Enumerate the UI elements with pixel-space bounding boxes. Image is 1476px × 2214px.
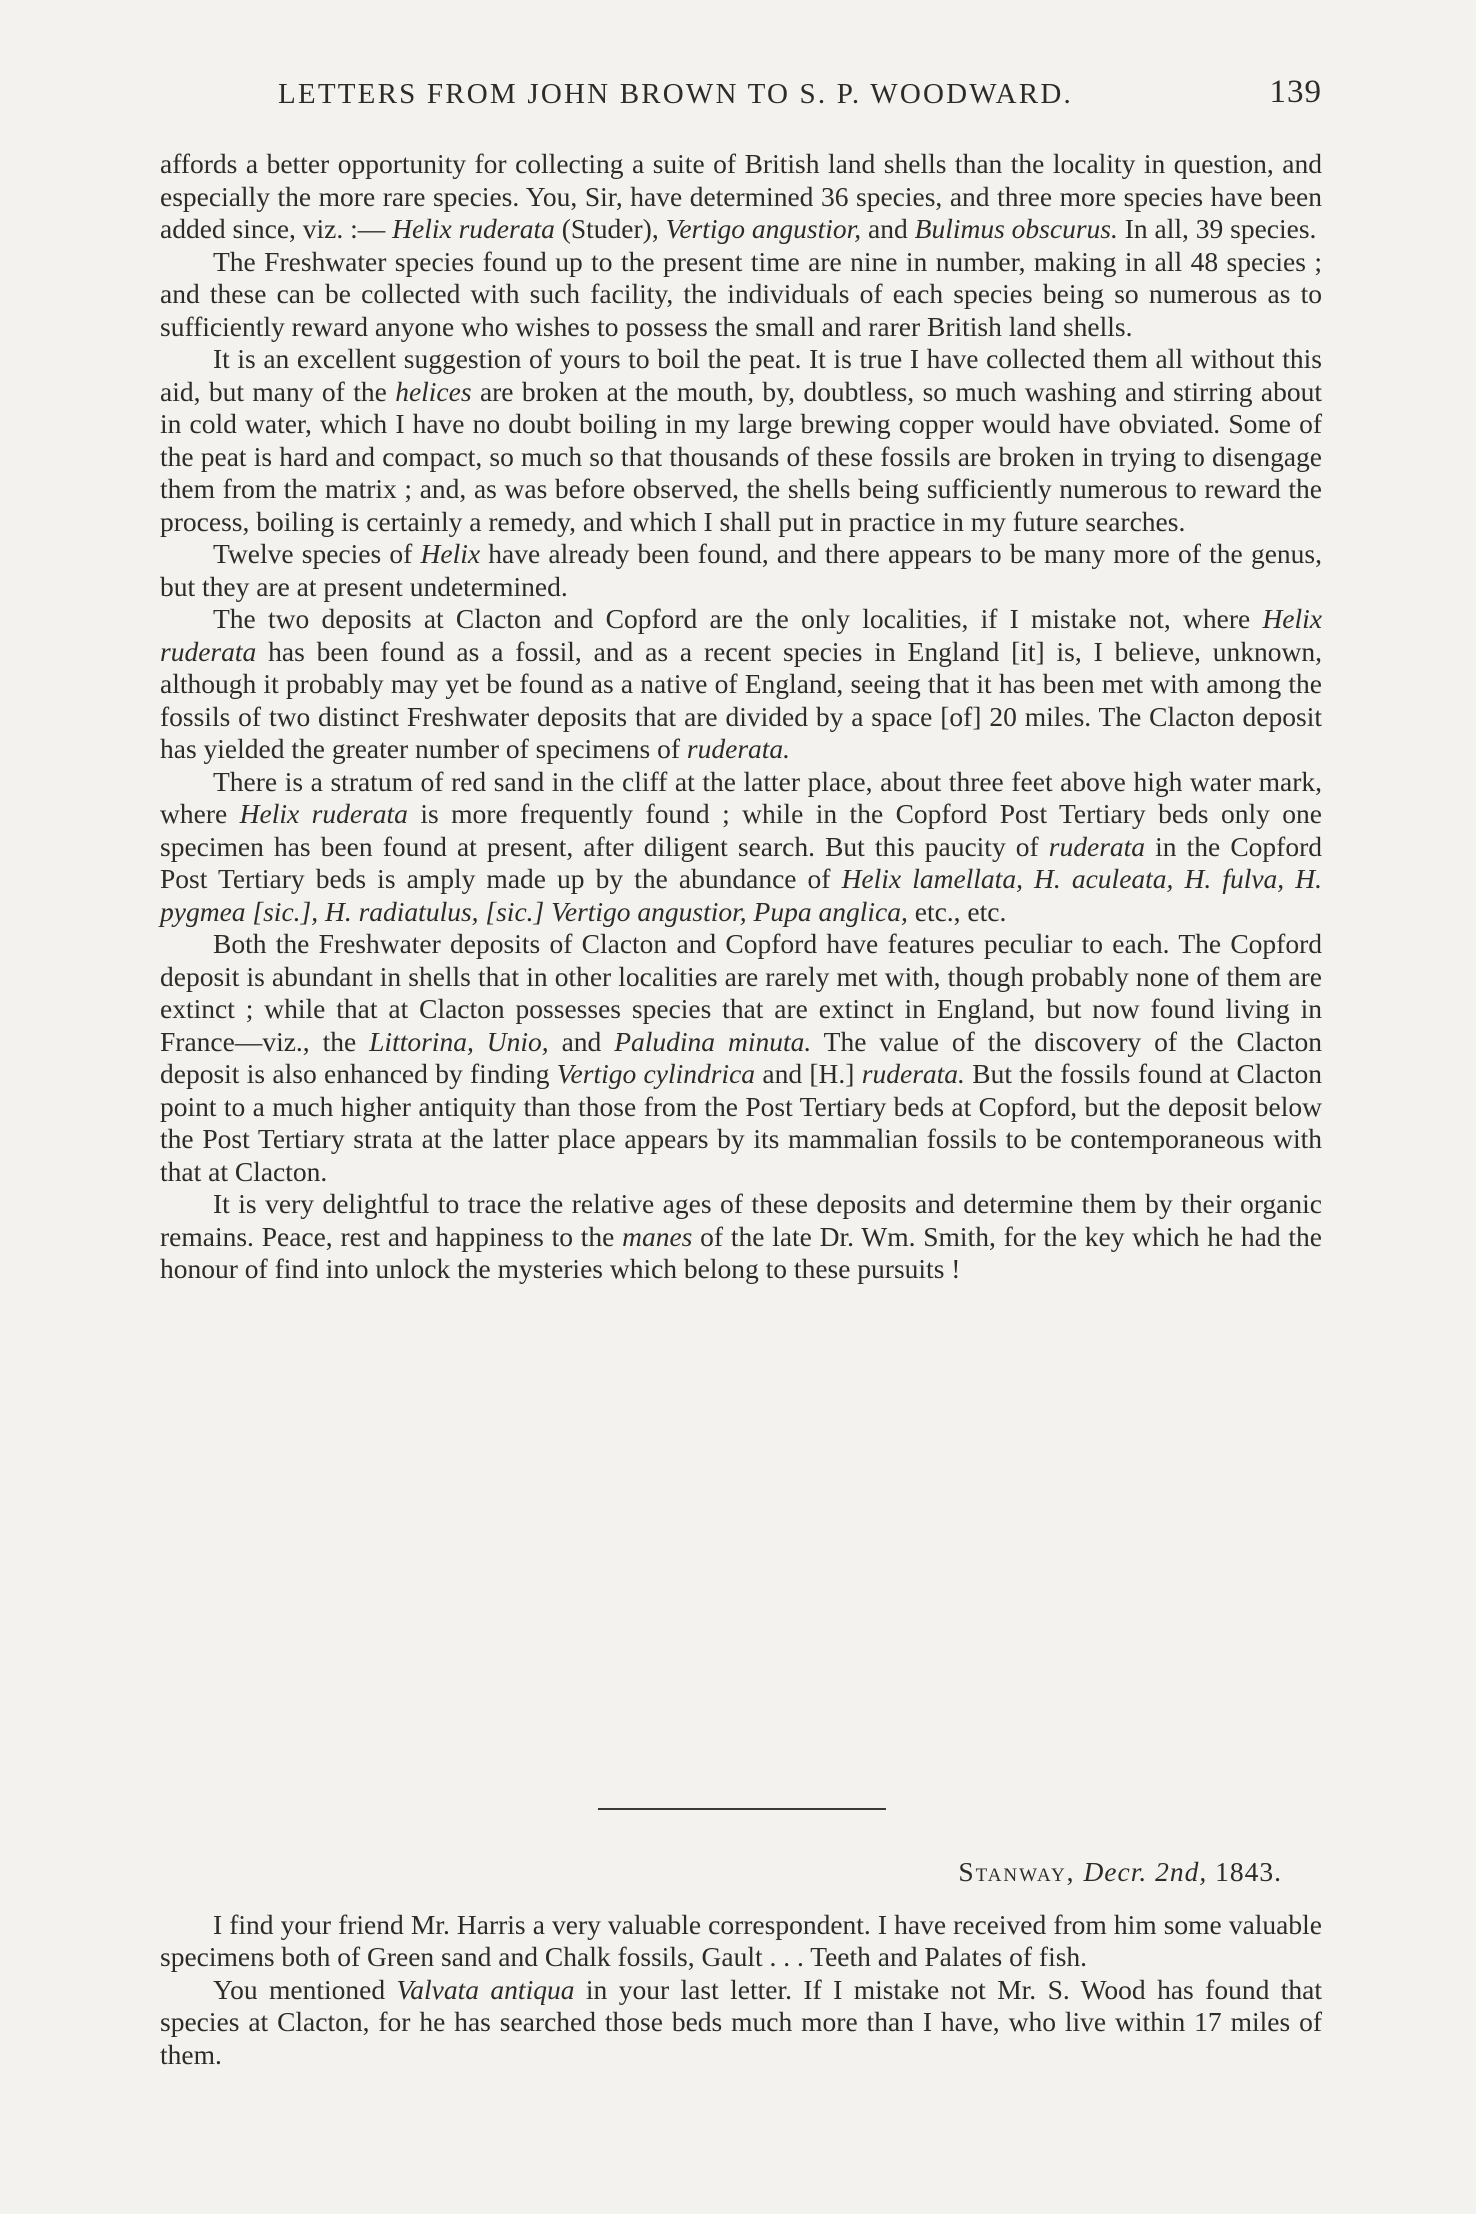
italic-text: Vertigo angustior,: [665, 213, 862, 244]
text-run: in your last letter. If I mistake not Mr. S. Wood has found that species at Clacton, for he has searched those beds much more than I have, who live within 17 miles of them.: [160, 1973, 1322, 2070]
italic-text: Littorina, Unio,: [369, 1025, 549, 1057]
italic-text: Helix lamellata, H. aculeata, H. fulva, H. pygmea [sic.], H. radiatulus, [sic.] Vertigo angustior, Pupa anglica,: [160, 863, 1322, 927]
text-run: etc., etc.: [907, 895, 1007, 927]
letter-paragraph-2: [160, 1974, 1322, 2072]
text-run: The two deposits at Clacton and Copford are the only localities, if I mistake not, where: [213, 603, 1263, 634]
paragraph-8: [160, 1188, 1322, 1286]
letter-paragraph-1: [160, 1909, 1322, 1974]
text-run: have already been found, and there appears to be many more of the genus, but they are at present undetermined.: [160, 538, 1322, 602]
text-run: and [H.]: [755, 1058, 862, 1089]
letter-dateline: [160, 1856, 1282, 1889]
paragraph-6: [160, 766, 1322, 929]
text-run: affords a better opportunity for collecting a suite of British land shells than the locality in question, and especially the more rare species. You, Sir, have determined 36 species, and three more species have been added since, viz. :—: [160, 148, 1322, 244]
text-run: But the fossils found at Clacton point to a much higher antiquity than those from the Post Tertiary beds at Copford, but the deposit below the Post Tertiary strata at the latter place appears by its mammalian fossils to be contemporaneous with that at Clacton.: [160, 1058, 1323, 1187]
italic-text: Valvata antiqua: [396, 1973, 575, 2005]
italic-text: helices: [395, 375, 472, 407]
italic-text: ruderata.: [861, 1058, 965, 1089]
paragraph-3: [160, 343, 1322, 538]
text-run: Both the Freshwater deposits of Clacton and Copford have features peculiar to each. The Copford deposit is abundant in shells that in other localities are rarely met with, though probably none of them are extinct ; while that at Clacton possesses species that are extinct in England, but now found living in France—viz., the: [160, 928, 1322, 1057]
text-run: It is very delightful to trace the relative ages of these deposits and determine them by their organic remains. Peace, rest and happiness to the: [160, 1188, 1322, 1252]
paragraph-4: [160, 538, 1322, 603]
italic-text: manes: [622, 1220, 693, 1252]
italic-text: Helix ruderata: [160, 603, 1322, 667]
text-run: has been found as a fossil, and as a recent species in England [it] is, I believe, unknown, although it probably may yet be found as a native of England, seeing that it has been met with among the fossils of two distinct Freshwater deposits that are divided by a space [of] 20 miles. The Clacton deposit has yielded the greater number of specimens of: [160, 635, 1322, 764]
italic-text: Bulimus obscurus.: [914, 213, 1118, 244]
paragraph-5: [160, 603, 1322, 766]
italic-text: ruderata.: [686, 733, 791, 764]
text-run: You mentioned: [213, 1973, 397, 2005]
letter-place: Stanway,: [958, 1856, 1076, 1887]
italic-text: Helix ruderata: [239, 798, 408, 829]
italic-text: ruderata: [1048, 830, 1146, 862]
text-run: Twelve species of: [213, 538, 421, 569]
text-run: It is an excellent suggestion of yours to boil the peat. It is true I have collected them all without this aid, but many of the: [160, 343, 1322, 407]
letter-year: 1843.: [1215, 1856, 1282, 1887]
text-run: The value of the discovery of the Clacton deposit is also enhanced by finding: [160, 1025, 1322, 1089]
running-head: LETTERS FROM JOHN BROWN TO S. P. WOODWARD.: [278, 78, 1073, 110]
page-header: [160, 74, 1322, 120]
paragraph-7: [160, 928, 1322, 1188]
italic-text: Paludina minuta.: [614, 1025, 812, 1057]
text-run: is more frequently found ; while in the Copford Post Tertiary beds only one specimen has been found at present, after diligent search. But this paucity of: [160, 798, 1322, 862]
text-run: (Studer),: [554, 213, 666, 244]
paragraph-1: [160, 148, 1322, 246]
text-run: The Freshwater species found up to the present time are nine in number, making in all 48 species ; and these can be collected with such facility, the individuals of each species being so numerous as to sufficiently reward anyone who wishes to possess the small and rarer British land shells.: [160, 245, 1322, 342]
section-divider: [598, 1808, 886, 1810]
letter-section: [160, 1856, 1322, 2071]
letter-date: Decr. 2nd,: [1083, 1856, 1208, 1887]
body-text: [160, 148, 1322, 1286]
text-run: in the Copford Post Tertiary beds is amply made up by the abundance of: [160, 830, 1322, 894]
text-run: I find your friend Mr. Harris a very valuable correspondent. I have received from him some valuable specimens both of Green sand and Chalk fossils, Gault . . . Teeth and Palates of fish.: [160, 1908, 1322, 1972]
italic-text: Vertigo cylindrica: [556, 1058, 756, 1089]
text-run: are broken at the mouth, by, doubtless, so much washing and stirring about in cold water, which I have no doubt boiling in my large brewing copper would have obviated. Some of the peat is hard and compact, so much so that thousands of these fossils are broken in trying to disengage them from the matrix ; and, as was before observed, the shells being sufficiently numerous to reward the process, boiling is certainly a remedy, and which I shall put in practice in my future searches.: [160, 375, 1322, 537]
italic-text: Helix ruderata: [392, 213, 555, 244]
paragraph-2: [160, 246, 1322, 344]
text-run: There is a stratum of red sand in the cliff at the latter place, about three feet above high water mark, where: [160, 765, 1322, 829]
italic-text: Helix: [420, 538, 481, 569]
text-run: and: [861, 213, 915, 244]
text-run: In all, 39 species.: [1117, 213, 1317, 244]
text-run: of the late Dr. Wm. Smith, for the key which he had the honour of find into unlock the mysteries which belong to these pursuits !: [160, 1220, 1322, 1284]
page-number: 139: [1269, 74, 1322, 110]
text-run: and: [548, 1025, 615, 1057]
